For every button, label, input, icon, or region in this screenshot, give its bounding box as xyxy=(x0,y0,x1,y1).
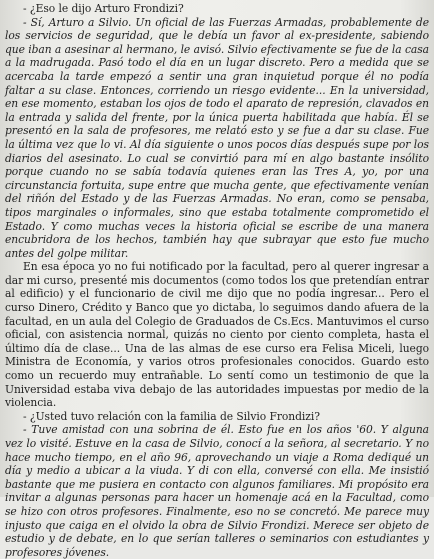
answer-paragraph: - Tuve amistad con una sobrina de él. Esto fue en los años '60. Y alguna vez lo visité. Estuve en la casa de Silvio, conocí a la señora, al secretario. Y no hace mucho tiempo, en el año 96, aprovechando un viaje a Roma dediqué un día y medio a ubicar a la viuda. Y di con ella, conversé con ella. Me insistió bastante que me pusiera en contacto con algunos familiares. Mi propósito era invitar a algunas personas para hacer un homenaje acá en la Facultad, como se hizo con otros profesores. Finalmente, eso no se concretó. Me parece muy injusto que caiga en el olvido la obra de Silvio Frondizi. Merece ser objeto de estudio y de debate, en lo que serían talleres o seminarios con estudiantes y profesores jóvenes. xyxy=(5,423,429,559)
question-paragraph: - ¿Usted tuvo relación con la familia de Silvio Frondizi? xyxy=(23,409,320,423)
answer-paragraph: - Sí, Arturo a Silvio. Un oficial de las Fuerzas Armadas, probablemente de los servicios de seguridad, que le debía un favor al ex-presidente, sabiendo que iban a asesinar al hermano, le avisó. Silvio efectivamente se fue de la casa a la madrugada. Pasó todo el día en un lugar discreto. Pero a medida que se acercaba la tarde empezó a sentir una gran inquietud porque él no podía faltar a su clase. Entonces, corriendo un riesgo evidente... En la universidad, en ese momento, estaban los ojos de todo el aparato de represión, clavados en la entrada y salida del frente, por la única puerta habilitada que había. Él se presentó en la sala de profesores, me relató esto y se fue a dar su clase. Fue la última vez que lo vi. Al día siguiente o unos pocos días después supe por los diarios del asesinato. Lo cual se convirtió para mí en algo bastante insólito porque cuando no se sabía todavía quienes eran las Tres A, yo, por una circunstancia fortuita, supe entre que mucha gente, que efectivamente venían del riñón del Estado y de las Fuerzas Armadas. No eran, como se pensaba, tipos marginales o informales, sino que estaba totalmente comprometido el Estado. Y como muchas veces la historia oficial se escribe de una manera encubridora de los hechos, también hay que subrayar que esto fue mucho antes del golpe militar. xyxy=(5,15,429,260)
question-paragraph: - ¿Eso le dijo Arturo Frondizi? xyxy=(23,2,184,15)
body-paragraph: En esa época yo no fui notificado por la facultad, pero al querer ingresar a dar mi curso, presenté mis documentos (como todos los que pretendían entrar al edificio) y el funcionario de civil me dijo que no podía ingresar... Pero el curso Dinero, Crédito y Banco que yo dictaba, lo seguimos dando afuera de la facultad, en un aula del Colegio de Graduados de Cs.Ecs. Mantuvimos el curso oficial, con asistencia normal, quizás no ciento por ciento completa, hasta el último día de clase... Una de las almas de ese curso era Felisa Miceli, luego Ministra de Economía, y varios otros profesionales conocidos. Guardo esto como un recuerdo muy entrañable. Lo sentí como un testimonio de que la Universidad estaba viva debajo de las autoridades impuestas por medio de la violencia. xyxy=(5,260,429,410)
